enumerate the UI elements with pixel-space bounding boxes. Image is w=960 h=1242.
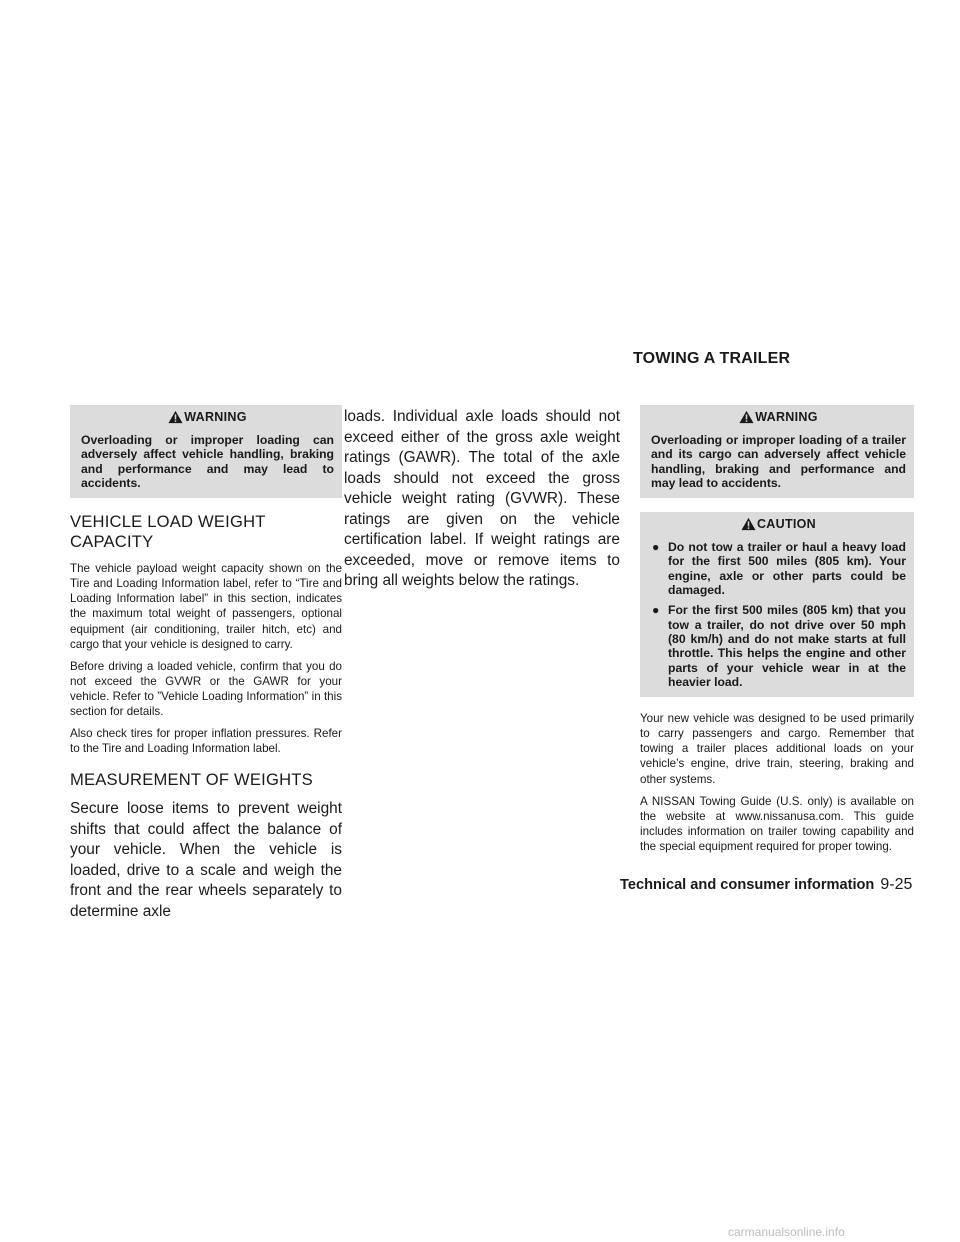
- warning-box: [640, 405, 914, 498]
- list-item: [651, 540, 906, 597]
- paragraph: Before driving a loaded vehicle, confirm that you do not exceed the GVWR or the GAWR for your vehicle. Refer to ”Vehicle Loading Information” in this section for details.: [70, 659, 342, 719]
- column-1: [70, 405, 342, 922]
- caution-item-text: Do not tow a trailer or haul a heavy load for the first 500 miles (805 km). Your engine, axle or other parts could be damaged.: [668, 540, 906, 598]
- warning-label: WARNING: [184, 410, 247, 424]
- bullet-icon: ●: [652, 540, 660, 555]
- paragraph: A NISSAN Towing Guide (U.S. only) is available on the website at www.nissanusa.com. This guide includes information on trailer towing capability and the special equipment required for proper towing.: [640, 794, 914, 853]
- caution-label: CAUTION: [756, 517, 817, 532]
- caution-box: [640, 512, 914, 697]
- page-footer: [620, 876, 912, 894]
- warning-box: [70, 405, 342, 498]
- paragraph: loads. Individual axle loads should not exceed either of the gross axle weight ratings (GAWR). The total of the axle loads should not exceed the gross vehicle weight rating (GVWR). These ratings are given on the vehicle certification label. If weight ratings are exceeded, move or remove items to bring all weights below the ratings.: [344, 408, 620, 589]
- column-2: [344, 407, 620, 592]
- heading-measurement: MEASUREMENT OF WEIGHTS: [70, 770, 313, 790]
- footer-title: Technical and consumer information: [620, 877, 875, 893]
- caution-item-text: For the first 500 miles (805 km) that you tow a trailer, do not drive over 50 mph (80 km/h) and do not make starts at full throttle. This helps the engine and other parts of your vehicle wear in at the heavier load.: [668, 603, 906, 689]
- caution-list: [651, 540, 906, 689]
- caution-header: [651, 517, 906, 531]
- page-number: 9-25: [880, 876, 913, 893]
- list-item: [651, 603, 906, 689]
- warning-text: Overloading or improper loading can adversely affect vehicle handling, braking and performance and may lead to accidents.: [81, 433, 334, 490]
- paragraph: Your new vehicle was designed to be used primarily to carry passengers and cargo. Remember that towing a trailer places additional loads on your vehicle’s engine, drive train, steering, braking and other systems.: [640, 712, 914, 786]
- paragraph: Also check tires for proper inflation pressures. Refer to the Tire and Loading Information label.: [70, 727, 342, 756]
- paragraph: Secure loose items to prevent weight shifts that could affect the balance of your vehicle. When the vehicle is loaded, drive to a scale and weigh the front and the rear wheels separately to determine axle: [70, 800, 342, 920]
- paragraph: The vehicle payload weight capacity shown on the Tire and Loading Information label, refer to “Tire and Loading Information label” in this section, indicates the maximum total weight of passengers, optional equipment (air conditioning, trailer hitch, etc) and cargo that your vehicle is designed to carry.: [70, 562, 342, 651]
- warning-label: WARNING: [755, 410, 818, 424]
- watermark: carmanualsonline.info: [728, 1225, 845, 1239]
- bullet-icon: ●: [652, 603, 660, 618]
- warning-triangle-icon: [741, 517, 756, 531]
- warning-triangle-icon: [168, 410, 183, 424]
- warning-text: Overloading or improper loading of a trailer and its cargo can adversely affect vehicle handling, braking and performance and may lead to accidents.: [651, 433, 906, 490]
- warning-triangle-icon: [739, 410, 754, 424]
- warning-header: [81, 410, 334, 424]
- section-title: TOWING A TRAILER: [633, 350, 791, 367]
- heading-vehicle-load: VEHICLE LOAD WEIGHT CAPACITY: [70, 512, 266, 552]
- warning-header: [651, 410, 906, 424]
- column-3: [640, 405, 914, 861]
